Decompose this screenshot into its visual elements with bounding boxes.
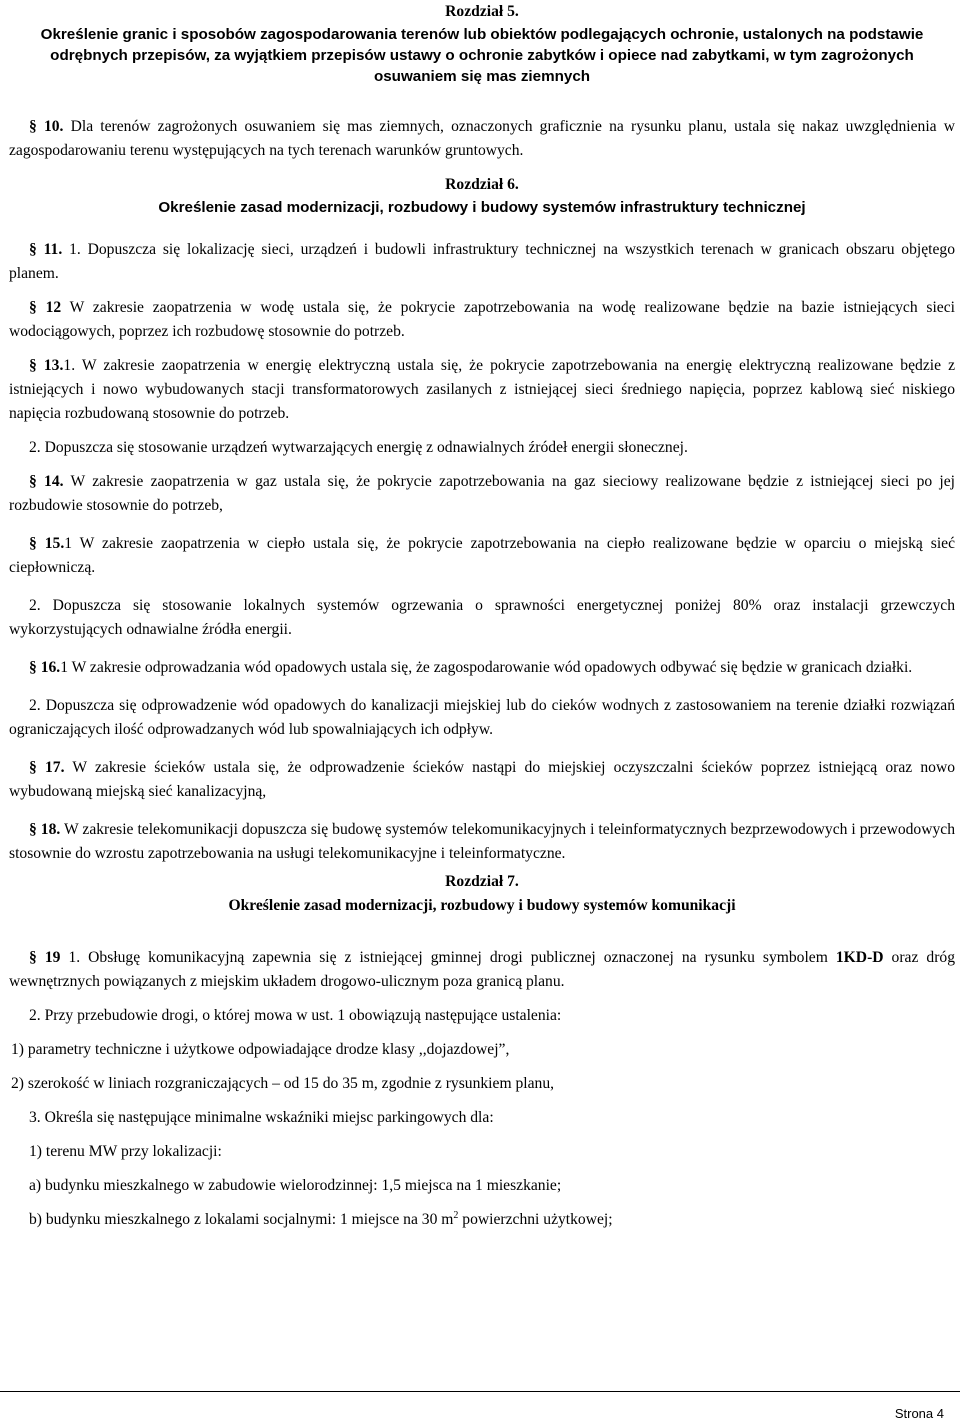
road-symbol: 1KD-D bbox=[835, 949, 884, 966]
section-number: § 18. bbox=[29, 821, 61, 838]
paragraph-text: W zakresie ścieków ustala się, że odprowadzenie ścieków nastąpi do miejskiej oczyszczalni ścieków poprzez istniejącą oraz nowo wybudowaną miejską sieć kanalizacyjną, bbox=[9, 759, 956, 800]
chapter-7-title: Rozdział 7. bbox=[445, 873, 519, 890]
paragraph-text: 1. Dopuszcza się lokalizację sieci, urządzeń i budowli infrastruktury technicznej na wszystkich terenach w granicach obszaru objętego planem. bbox=[9, 241, 956, 282]
list-item-1: 1) parametry techniczne i użytkowe odpowiadające drodze klasy ,,dojazdowej”, bbox=[11, 1041, 510, 1058]
paragraph-text: W zakresie zaopatrzenia w gaz ustala się, że pokrycie zapotrzebowania na gaz sieciowy realizowane będzie z istniejącej sieci po jej rozbudowie stosownie do potrzeb, bbox=[9, 473, 956, 514]
list-item-text: b) budynku mieszkalnego z lokalami socjalnymi: 1 miejsce na 30 m bbox=[29, 1211, 454, 1228]
paragraph-14 bbox=[9, 470, 955, 518]
paragraph-text: W zakresie zaopatrzenia w wodę ustala się, że pokrycie zapotrzebowania na wodę realizowane będzie na bazie istniejących sieci wodociągowych, poprzez ich rozbudowę stosownie do potrzeb. bbox=[9, 299, 955, 340]
section-number: § 12 bbox=[29, 299, 62, 316]
paragraph-18 bbox=[9, 818, 955, 866]
paragraph-text: 1. Obsługę komunikacyjną zapewnia się z istniejącej gminnej drogi publicznej oznaczonej na rysunku symbolem bbox=[60, 949, 836, 966]
chapter-6-heading: Określenie zasad modernizacji, rozbudowy i budowy systemów infrastruktury technicznej bbox=[158, 199, 806, 216]
section-number: § 15. bbox=[29, 535, 65, 552]
chapter-7-heading: Określenie zasad modernizacji, rozbudowy i budowy systemów komunikacji bbox=[228, 897, 736, 914]
section-number: § 10. bbox=[29, 118, 64, 135]
paragraph-text: oraz dróg wewnętrznych powiązanych z miejskim układem drogowo-ulicznym poza granicą planu. bbox=[9, 949, 955, 990]
section-number: § 17. bbox=[29, 759, 65, 776]
paragraph-13-1 bbox=[9, 354, 955, 426]
paragraph-text: 1 W zakresie odprowadzania wód opadowych ustala się, że zagospodarowanie wód opadowych odbywać się będzie w granicach działki. bbox=[60, 659, 913, 676]
superscript: 2 bbox=[453, 1209, 459, 1221]
chapter-6-title: Rozdział 6. bbox=[445, 176, 519, 193]
list-item-2: 2) szerokość w liniach rozgraniczających – od 15 do 35 m, zgodnie z rysunkiem planu, bbox=[11, 1075, 555, 1092]
paragraph-17 bbox=[9, 756, 955, 804]
list-item-mw: 1) terenu MW przy lokalizacji: bbox=[29, 1143, 222, 1160]
list-item-text: powierzchni użytkowej; bbox=[458, 1211, 613, 1228]
paragraph-13-2: 2. Dopuszcza się stosowanie urządzeń wytwarzających energię z odnawialnych źródeł energii słonecznej. bbox=[29, 439, 688, 456]
paragraph-text: 1 W zakresie zaopatrzenia w ciepło ustala się, że pokrycie zapotrzebowania na ciepło realizowane będzie w oparciu o miejską sieć ciepłowniczą. bbox=[9, 535, 956, 576]
paragraph-12 bbox=[9, 296, 955, 344]
paragraph-11 bbox=[9, 238, 955, 286]
paragraph-15-1 bbox=[9, 532, 955, 580]
paragraph-19-1 bbox=[9, 946, 955, 994]
section-number: § 11. bbox=[29, 241, 63, 258]
paragraph-text: W zakresie telekomunikacji dopuszcza się budowę systemów telekomunikacyjnych i teleinformatycznych bezprzewodowych i przewodowych stosownie do wzrostu zapotrzebowania na usługi telekomunikacyjne i teleinformatyczne. bbox=[9, 821, 955, 862]
chapter-5-heading: Określenie granic i sposobów zagospodarowania terenów lub obiektów podlegających ochronie, ustalonych na podstawie odrębnych przepisów, za wyjątkiem przepisów ustawy o ochronie zabytków i opiece nad zabytkami, w tym zagrożonych osuwaniem się mas ziemnych bbox=[40, 26, 924, 85]
paragraph-text: Dla terenów zagrożonych osuwaniem się mas ziemnych, oznaczonych graficznie na rysunku planu, ustala się nakaz uwzględnienia w zagospodarowaniu terenu występujących na tych terenach warunków gruntowych. bbox=[9, 118, 955, 159]
footer-divider bbox=[0, 1391, 960, 1392]
paragraph-16-2: 2. Dopuszcza się odprowadzenie wód opadowych do kanalizacji miejskiej lub do cieków wodnych z zastosowaniem na terenie działki rozwiązań ograniczających ilość odprowadzanych wód lub spowalniających ich odpływ. bbox=[9, 697, 955, 738]
paragraph-16-1 bbox=[9, 656, 955, 680]
paragraph-19-2: 2. Przy przebudowie drogi, o której mowa w ust. 1 obowiązują następujące ustalenia: bbox=[29, 1007, 562, 1024]
section-number: § 13. bbox=[29, 357, 64, 374]
section-number: § 19 bbox=[29, 949, 61, 966]
section-number: § 16. bbox=[29, 659, 61, 676]
paragraph-text: 1. W zakresie zaopatrzenia w energię elektryczną ustala się, że pokrycie zapotrzebowania na energię elektryczną realizowane będzie z istniejących i nowo wybudowanych stacji transformatorowych zasilanych z istniejącej sieci średniego napięcia, poprzez kablową sieć niskiego napięcia rozbudowaną stosownie do potrzeb. bbox=[9, 357, 956, 422]
paragraph-10 bbox=[9, 115, 955, 163]
section-number: § 14. bbox=[29, 473, 64, 490]
list-item-a: a) budynku mieszkalnego w zabudowie wielorodzinnej: 1,5 miejsca na 1 mieszkanie; bbox=[29, 1177, 562, 1194]
chapter-5-title: Rozdział 5. bbox=[445, 3, 519, 20]
paragraph-15-2: 2. Dopuszcza się stosowanie lokalnych systemów ogrzewania o sprawności energetycznej poniżej 80% oraz instalacji grzewczych wykorzystujących odnawialne źródła energii. bbox=[9, 597, 955, 638]
list-item-b bbox=[9, 1208, 955, 1232]
document-content bbox=[9, 0, 955, 1232]
page-number: Strona 4 bbox=[894, 1406, 944, 1421]
paragraph-19-3: 3. Określa się następujące minimalne wskaźniki miejsc parkingowych dla: bbox=[29, 1109, 494, 1126]
